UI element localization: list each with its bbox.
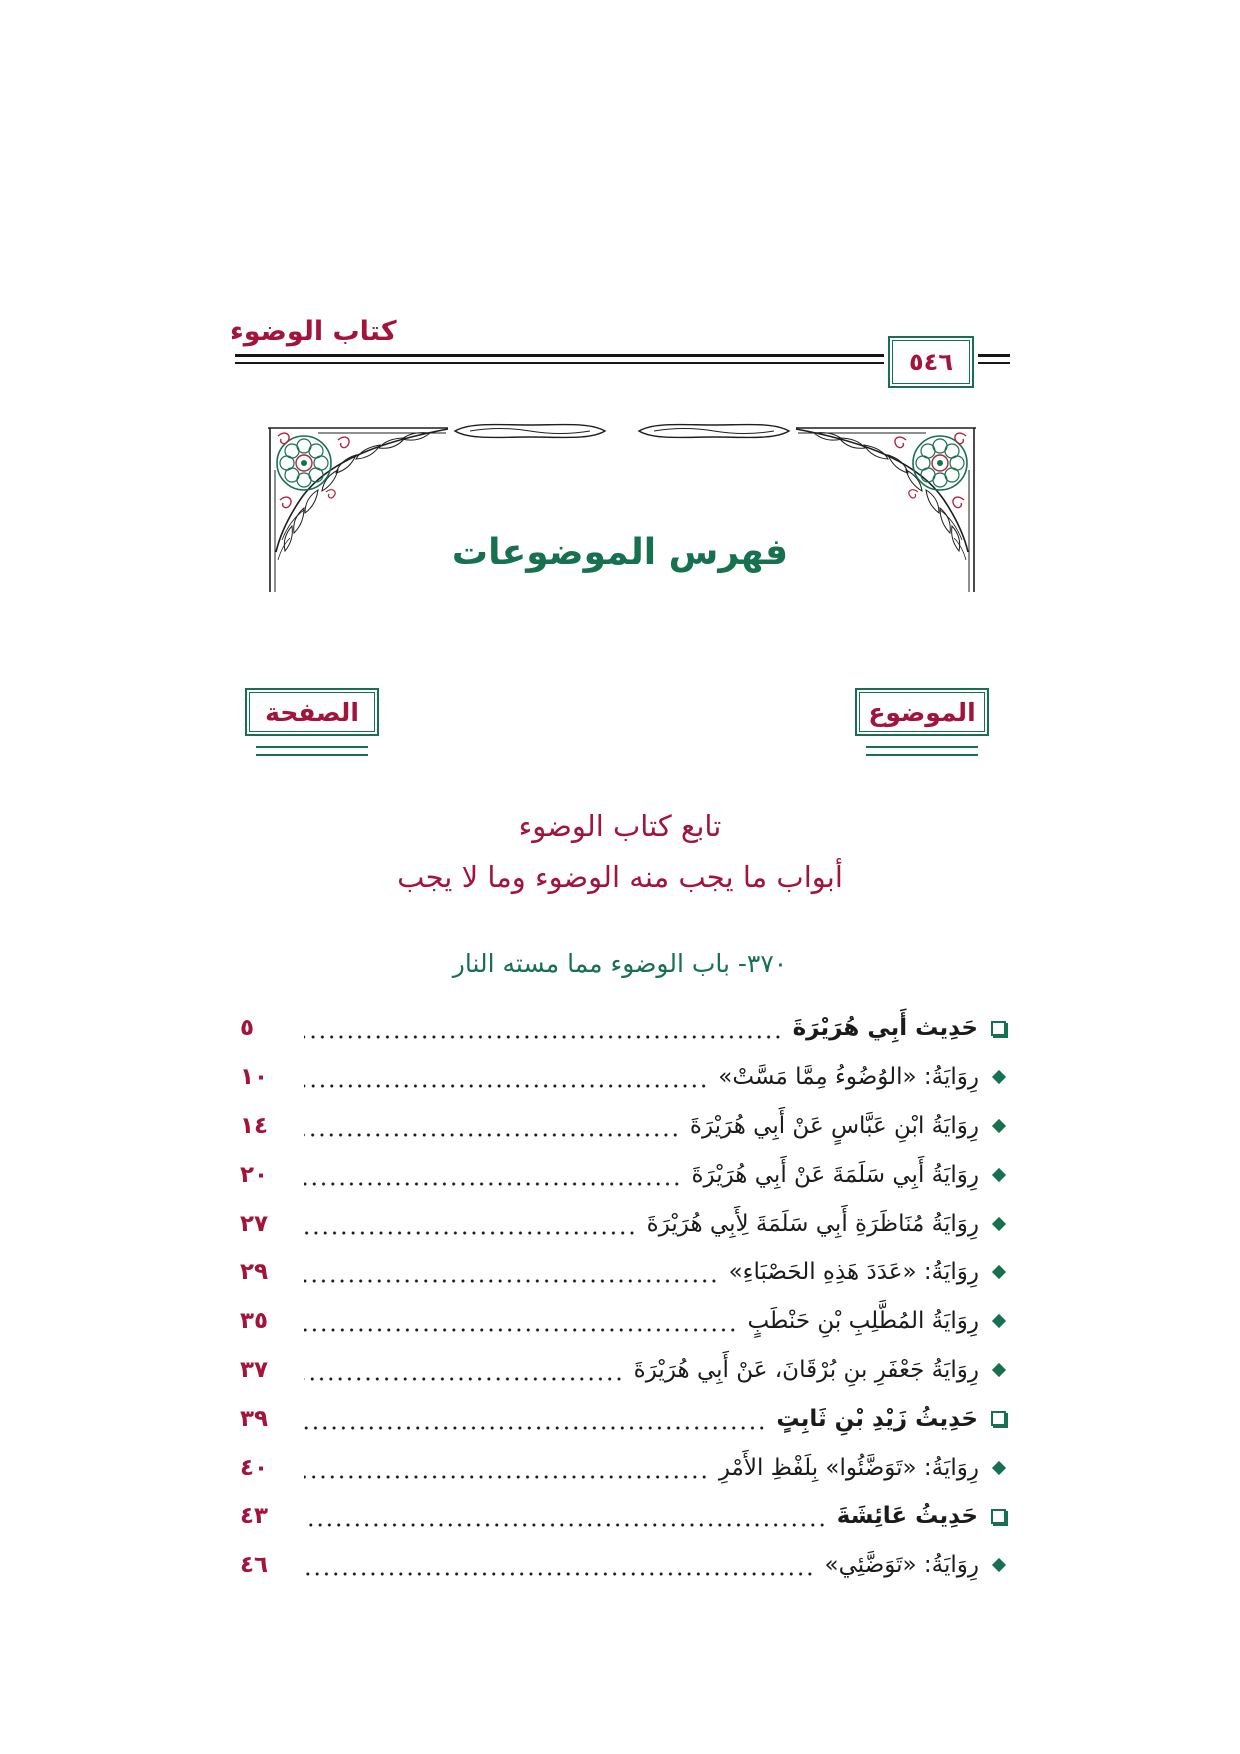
column-header-topic-label: الموضوع — [859, 692, 985, 732]
diamond-bullet-icon — [992, 1070, 1006, 1084]
entry-title: رِوَايَةُ: «الوُضُوءُ مِمَّا مَسَّتْ» — [718, 1064, 979, 1091]
dot-leader — [304, 1230, 637, 1236]
entry-page-number: ٤٣ — [240, 1503, 269, 1530]
diamond-bullet-icon — [992, 1217, 1006, 1231]
column-header-underline — [866, 754, 978, 756]
toc-list — [240, 1004, 1008, 1590]
dot-leader — [304, 1376, 624, 1382]
dot-leader — [304, 1181, 681, 1187]
dot-leader — [304, 1571, 815, 1577]
square-bullet-icon — [991, 1509, 1006, 1524]
dot-leader — [304, 1327, 737, 1333]
diamond-bullet-icon — [992, 1314, 1006, 1328]
chapter-heading: ٣٧٠- باب الوضوء مما مسته النار — [452, 949, 788, 978]
toc-entry — [240, 1102, 1008, 1151]
entry-title: حَدِيثُ زَيْدِ بْنِ ثَابِتٍ — [776, 1405, 978, 1432]
entry-title: رِوَايَةُ: «تَوَضَّئُوا» بِلَفْظِ الأَمْرِ — [718, 1454, 979, 1481]
toc-entry — [240, 1492, 1008, 1541]
entry-page-number: ٣٩ — [240, 1405, 269, 1432]
page-title: فهرس الموضوعات — [451, 532, 789, 573]
toc-entry — [240, 1053, 1008, 1102]
entry-page-number: ٢٧ — [240, 1210, 269, 1237]
diamond-bullet-icon — [992, 1558, 1006, 1572]
entry-page-number: ٥ — [240, 1015, 255, 1042]
toc-entry — [240, 1199, 1008, 1248]
entry-title: رِوَايَةُ مُنَاظَرَةِ أَبِي سَلَمَةَ لِأَبِي هُرَيْرَةَ — [646, 1210, 979, 1237]
column-header-underline — [256, 746, 368, 748]
entry-page-number: ٣٧ — [240, 1356, 269, 1383]
toc-entry — [240, 1297, 1008, 1346]
toc-entry — [240, 1541, 1008, 1590]
toc-entry — [240, 1150, 1008, 1199]
dot-leader — [304, 1278, 719, 1284]
entry-page-number: ٤٦ — [240, 1552, 269, 1579]
toc-entry — [240, 1443, 1008, 1492]
toc-entry — [240, 1248, 1008, 1297]
entry-page-number: ١٤ — [240, 1112, 269, 1139]
entry-title: رِوَايَةُ المُطَّلِبِ بْنِ حَنْطَبٍ — [747, 1308, 979, 1335]
running-header-book-title: كتاب الوضوء — [230, 316, 397, 347]
entry-page-number: ١٠ — [240, 1064, 269, 1091]
diamond-bullet-icon — [992, 1460, 1006, 1474]
entry-page-number: ٤٠ — [240, 1454, 269, 1481]
title-ornament-frame — [0, 0, 1240, 620]
diamond-bullet-icon — [992, 1168, 1006, 1182]
column-header-page — [245, 688, 379, 736]
entry-title: رِوَايَةُ ابْنِ عَبَّاسٍ عَنْ أَبِي هُرَيْرَةَ — [689, 1112, 979, 1139]
dot-leader — [304, 1083, 708, 1089]
entry-page-number: ٢٩ — [240, 1259, 269, 1286]
chapters-heading: أبواب ما يجب منه الوضوء وما لا يجب — [397, 860, 843, 894]
dot-leader — [304, 1425, 766, 1431]
toc-entry — [240, 1346, 1008, 1395]
toc-entry — [240, 1004, 1008, 1053]
entry-page-number: ٢٠ — [240, 1161, 269, 1188]
entry-title: رِوَايَةُ: «عَدَدَ هَذِهِ الحَصْبَاءِ» — [728, 1259, 979, 1286]
page-number: ٥٤٦ — [909, 348, 953, 376]
column-header-underline — [866, 746, 978, 748]
dot-leader — [304, 1474, 709, 1480]
toc-entry — [240, 1394, 1008, 1443]
dot-leader — [304, 1034, 783, 1040]
dot-leader — [304, 1522, 827, 1528]
column-header-page-label: الصفحة — [249, 692, 375, 732]
diamond-bullet-icon — [992, 1265, 1006, 1279]
entry-title: رِوَايَةُ أَبِي سَلَمَةَ عَنْ أَبِي هُرَيْرَةَ — [691, 1161, 979, 1188]
entry-title: حَدِيثُ عَائِشَةَ — [836, 1503, 978, 1530]
square-bullet-icon — [991, 1411, 1006, 1426]
book-continuation-heading: تابع كتاب الوضوء — [518, 809, 722, 843]
top-center-ornament — [455, 425, 789, 438]
entry-title: رِوَايَةُ جَعْفَرِ بنِ بُرْقَانَ، عَنْ أَبِي هُرَيْرَةَ — [633, 1356, 979, 1383]
square-bullet-icon — [991, 1021, 1006, 1036]
diamond-bullet-icon — [992, 1363, 1006, 1377]
entry-page-number: ٣٥ — [240, 1308, 269, 1335]
diamond-bullet-icon — [992, 1119, 1006, 1133]
entry-title: حَدِيث أَبِي هُرَيْرَةَ — [792, 1015, 978, 1042]
dot-leader — [304, 1132, 680, 1138]
column-header-underline — [256, 754, 368, 756]
column-header-topic — [855, 688, 989, 736]
entry-title: رِوَايَةُ: «تَوَضَّئِي» — [824, 1552, 979, 1579]
